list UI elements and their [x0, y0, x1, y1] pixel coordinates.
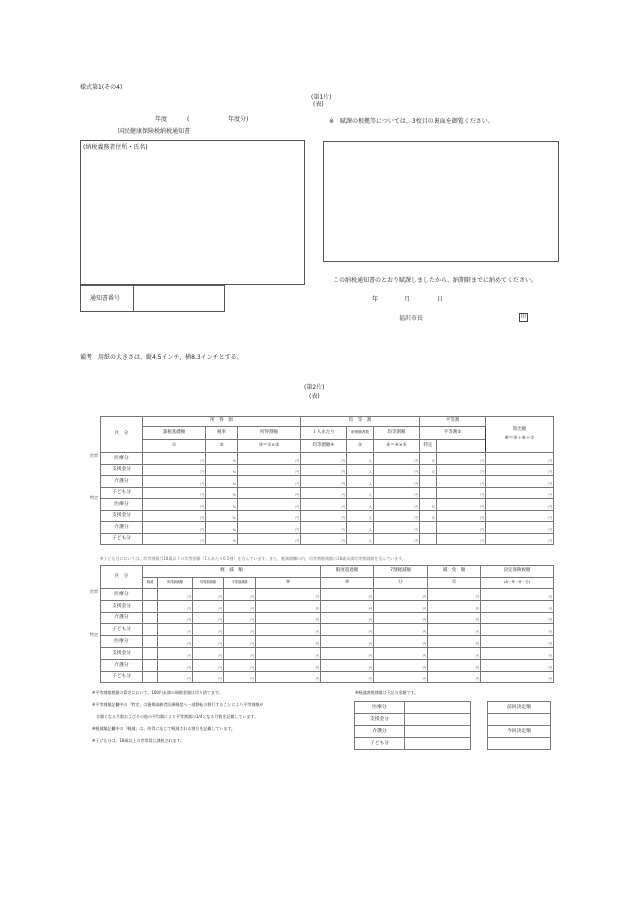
flat-rate-group-header: 平等割	[420, 417, 486, 427]
col-taxable-base: 課税基礎額	[143, 427, 206, 440]
cell-reduction-total: 円	[256, 589, 321, 601]
cell-exemption: 円	[428, 636, 481, 648]
cell-tokutei	[420, 533, 437, 545]
seventy-pct-header: 7割軽減額	[374, 566, 428, 578]
over-limit-header: 限度超過額	[321, 566, 374, 578]
cell-flat-rate: 円	[437, 476, 486, 488]
decision-row-label	[488, 714, 551, 726]
cell-income-levy: 円	[238, 453, 301, 465]
cell-flat-reduction: 円	[224, 671, 256, 683]
cell-seventy-pct: 円	[374, 612, 428, 624]
cell-calculated: 円	[486, 510, 554, 522]
note-line-3: 半額となる月数およびその他の平均額により平等割額の1/4となる月数を記載しています。	[92, 714, 259, 719]
cell-income-levy: 円	[238, 510, 301, 522]
cell-seventy-pct: 円	[374, 600, 428, 612]
cell-per-capita-reduction: 円	[193, 600, 224, 612]
cell-seventy-pct: 円	[374, 589, 428, 601]
col-flat-rate: 平等割②	[420, 427, 486, 440]
summary-row	[355, 714, 471, 726]
sheet1-face: (表)	[313, 101, 324, 108]
decision-row	[488, 726, 551, 738]
cell-reduction-pct	[143, 659, 158, 671]
row-label: 支援金分	[101, 647, 143, 659]
cell-per-person: 円	[301, 510, 347, 522]
decision-row-label	[488, 738, 551, 750]
cell-income-levy: 円	[238, 476, 301, 488]
cell-tokutei: 月	[420, 499, 437, 511]
cell-reduction-pct	[143, 612, 158, 624]
cell-reduction-total: 円	[256, 624, 321, 636]
row-label: 介護分	[101, 476, 143, 488]
summary-row-label: 子ども分	[355, 738, 405, 750]
reduction-table	[100, 565, 554, 683]
decision-row-label: 前回決定額	[488, 702, 551, 714]
cell-insured-count: 人	[347, 522, 374, 534]
cell-flat-reduction: 円	[224, 636, 256, 648]
cell-exemption: 円	[428, 600, 481, 612]
table2-row	[101, 612, 554, 624]
cell-tax-rate: %	[206, 487, 238, 499]
summary-row-value	[405, 738, 471, 750]
bottom-summary-table	[354, 701, 471, 750]
side-label-special-1: 特定	[90, 495, 98, 500]
notice-number-label: 通知書番号	[90, 295, 121, 302]
cell-per-capita-levy: 円	[374, 533, 420, 545]
cell-over-limit: 円	[321, 659, 374, 671]
sub-12: ⑫	[428, 578, 481, 589]
summary-row-label: 介護分	[355, 726, 405, 738]
fiscal-year-label: 年度	[155, 116, 168, 123]
note-line-2: ※平等割額記欄中の「特定」は後期高齢者医療制度へ一部移転の移行することにより平等割額が	[92, 702, 264, 707]
row-label: 支援金分	[101, 510, 143, 522]
cell-insured-count: 人	[347, 476, 374, 488]
cell-reduction-total: 円	[256, 647, 321, 659]
cell-calculated: 円	[486, 476, 554, 488]
row-label: 介護分	[101, 522, 143, 534]
cell-final-tax: 円	[481, 589, 554, 601]
cell-per-capita-reduction: 円	[193, 636, 224, 648]
cell-per-capita-reduction: 円	[193, 647, 224, 659]
cell-income-reduction: 円	[158, 612, 193, 624]
cell-flat-rate: 円	[437, 453, 486, 465]
cell-tokutei	[420, 522, 437, 534]
sheet1-label: (第1片)	[311, 94, 332, 101]
cell-tokutei: 月	[420, 464, 437, 476]
cell-insured-count: 人	[347, 487, 374, 499]
info-box	[323, 141, 559, 262]
cell-exemption: 円	[428, 624, 481, 636]
row-label: 子ども分	[101, 533, 143, 545]
cell-over-limit: 円	[321, 624, 374, 636]
cell-seventy-pct: 円	[374, 647, 428, 659]
notice-number-box	[80, 285, 225, 312]
cell-tax-rate: %	[206, 464, 238, 476]
table2-row	[101, 659, 554, 671]
summary-row-label: 医療分	[355, 702, 405, 714]
sub-flat-reduction: 平等割減額	[224, 578, 256, 589]
cell-per-capita-levy: 円	[374, 499, 420, 511]
kubun-header-2: 区 分	[101, 566, 143, 589]
cell-income-levy: 円	[238, 533, 301, 545]
cell-over-limit: 円	[321, 636, 374, 648]
sheet2-label: (第2片)	[304, 384, 325, 391]
note-line-1: ※平等割額税額の算定において、100円未満の端数金額は切り捨てます。	[92, 690, 223, 695]
cell-final-tax: 円	[481, 647, 554, 659]
cell-per-capita-reduction: 円	[193, 671, 224, 683]
row-label: 子ども分	[101, 487, 143, 499]
cell-reduction-pct	[143, 636, 158, 648]
cell-over-limit: 円	[321, 647, 374, 659]
row-label: 医療分	[101, 453, 143, 465]
table1-row	[101, 487, 554, 499]
row-label: 介護分	[101, 612, 143, 624]
cell-taxable-base: 円	[143, 487, 206, 499]
cell-per-capita-reduction: 円	[193, 659, 224, 671]
cell-seventy-pct: 円	[374, 636, 428, 648]
table1-footnote: ※子ども分においては、均等割額は18歳以下の均等割額（1人あたり0.5割）を含んでいます。また、軽減額欄の内、均等割軽減額の18歳未満均等割減額を含んでいます。	[100, 556, 406, 561]
cell-flat-reduction: 円	[224, 612, 256, 624]
cell-tokutei: 月	[420, 453, 437, 465]
cell-flat-reduction: 円	[224, 600, 256, 612]
cell-flat-rate: 円	[437, 464, 486, 476]
cell-taxable-base: 円	[143, 522, 206, 534]
cell-final-tax: 円	[481, 671, 554, 683]
sub-tokutei: 特定	[420, 440, 437, 453]
cell-reduction-pct	[143, 600, 158, 612]
summary-row	[355, 702, 471, 714]
mayor-name: 福沢市長	[399, 315, 424, 322]
cell-tokutei: 月	[420, 510, 437, 522]
sub-2: ②	[206, 440, 238, 453]
cell-flat-reduction: 円	[224, 659, 256, 671]
row-label: 支援金分	[101, 600, 143, 612]
row-label: 支援金分	[101, 464, 143, 476]
cell-reduction-pct	[143, 671, 158, 683]
cell-reduction-total: 円	[256, 636, 321, 648]
col-tax-rate: 税率	[206, 427, 238, 440]
sub-4: 均等割額④	[301, 440, 347, 453]
sub-6: ⑥＝④×⑤	[374, 440, 420, 453]
kubun-header: 区 分	[101, 417, 143, 453]
cell-final-tax: 円	[481, 600, 554, 612]
final-tax-header: 決定保険税額	[481, 566, 554, 578]
cell-per-capita-reduction: 円	[193, 624, 224, 636]
date-month: 月	[404, 296, 411, 303]
cell-income-reduction: 円	[158, 647, 193, 659]
cell-income-reduction: 円	[158, 624, 193, 636]
cell-reduction-pct	[143, 647, 158, 659]
cell-per-capita-levy: 円	[374, 476, 420, 488]
cell-final-tax: 円	[481, 624, 554, 636]
cell-reduction-total: 円	[256, 612, 321, 624]
col-insured-count: 被保険者数	[347, 427, 374, 440]
sub-3: ③＝①×②	[238, 440, 301, 453]
cell-flat-reduction: 円	[224, 647, 256, 659]
sub-10: ⑩	[321, 578, 374, 589]
cell-taxable-base: 円	[143, 533, 206, 545]
table1-row	[101, 476, 554, 488]
side-label-special-2: 特定	[90, 632, 98, 637]
sub-9: ⑨	[256, 578, 321, 589]
cell-tax-rate: %	[206, 476, 238, 488]
date-day: 日	[437, 296, 444, 303]
row-label: 子ども分	[101, 671, 143, 683]
decision-row	[488, 738, 551, 750]
cell-over-limit: 円	[321, 589, 374, 601]
fiscal-year-paren: (	[187, 116, 190, 123]
cell-per-person: 円	[301, 487, 347, 499]
decision-row	[488, 702, 551, 714]
cell-over-limit: 円	[321, 600, 374, 612]
col-per-capita-levy: 均等割額	[374, 427, 420, 440]
form-number: 様式第1(その4)	[80, 84, 123, 91]
cell-per-capita-levy: 円	[374, 487, 420, 499]
table2-row	[101, 671, 554, 683]
cell-reduction-total: 円	[256, 600, 321, 612]
summary-row-value	[405, 726, 471, 738]
cell-insured-count: 人	[347, 499, 374, 511]
notes-block	[92, 691, 352, 751]
table1-row	[101, 464, 554, 476]
table2-row	[101, 636, 554, 648]
cell-calculated: 円	[486, 464, 554, 476]
cell-reduction-total: 円	[256, 659, 321, 671]
income-group-header: 所 得 割	[143, 417, 301, 427]
table2-row	[101, 647, 554, 659]
cell-tax-rate: %	[206, 510, 238, 522]
cell-taxable-base: 円	[143, 499, 206, 511]
table2-row	[101, 600, 554, 612]
taxpayer-address-box	[80, 140, 305, 285]
notice-title: 国民健康保険税納税通知書	[118, 128, 191, 135]
table1-row	[101, 499, 554, 511]
cell-over-limit: 円	[321, 671, 374, 683]
cell-flat-rate: 円	[437, 499, 486, 511]
cell-flat-rate: 円	[437, 487, 486, 499]
tax-calculation-table	[100, 416, 554, 545]
cell-per-capita-reduction: 円	[193, 612, 224, 624]
sub-flat-empty	[437, 440, 486, 453]
cell-reduction-pct	[143, 589, 158, 601]
calculated-amount-header: 算出額 ⑧＝③＋⑥＋⑦	[486, 417, 554, 453]
cell-tax-rate: %	[206, 533, 238, 545]
side-label-household-2: 世帯	[90, 589, 98, 594]
cell-seventy-pct: 円	[374, 624, 428, 636]
sheet2-face: (表)	[309, 393, 320, 400]
cell-taxable-base: 円	[143, 464, 206, 476]
cell-insured-count: 人	[347, 453, 374, 465]
cell-insured-count: 人	[347, 510, 374, 522]
sub-11: ⑪	[374, 578, 428, 589]
table1-row	[101, 510, 554, 522]
cell-income-reduction: 円	[158, 671, 193, 683]
cell-flat-rate: 円	[437, 533, 486, 545]
cell-final-tax: 円	[481, 636, 554, 648]
seal-stamp: 印	[520, 314, 526, 320]
reference-note: ※ 賦課の根拠等については、3枚目の裏面を御覧ください。	[329, 118, 494, 125]
date-year: 年	[372, 296, 379, 303]
cell-flat-reduction: 円	[224, 589, 256, 601]
sub-1: ①	[143, 440, 206, 453]
cell-per-person: 円	[301, 522, 347, 534]
note-right: ※軽減課税割額は下記の金額です。	[355, 690, 419, 695]
cell-tax-rate: %	[206, 522, 238, 534]
cell-calculated: 円	[486, 487, 554, 499]
table1-row	[101, 522, 554, 534]
sub-per-capita-reduction: 均等割減額	[193, 578, 224, 589]
side-label-household-1: 世帯	[90, 453, 98, 458]
row-label: 医療分	[101, 636, 143, 648]
summary-row	[355, 726, 471, 738]
taxpayer-label: (納税義務者住所・氏名)	[83, 144, 148, 151]
summary-row	[355, 738, 471, 750]
cell-calculated: 円	[486, 453, 554, 465]
cell-per-person: 円	[301, 476, 347, 488]
cell-per-person: 円	[301, 453, 347, 465]
cell-income-levy: 円	[238, 464, 301, 476]
cell-income-levy: 円	[238, 522, 301, 534]
cell-tokutei	[420, 476, 437, 488]
per-capita-group-header: 均 等 割	[301, 417, 420, 427]
col-per-person: １人あたり	[301, 427, 347, 440]
cell-reduction-total: 円	[256, 671, 321, 683]
cell-per-capita-levy: 円	[374, 453, 420, 465]
decision-row-label: 今回決定額	[488, 726, 551, 738]
cell-income-reduction: 円	[158, 600, 193, 612]
cell-calculated: 円	[486, 499, 554, 511]
cell-per-capita-levy: 円	[374, 510, 420, 522]
cell-per-capita-levy: 円	[374, 522, 420, 534]
cell-tax-rate: %	[206, 499, 238, 511]
cell-exemption: 円	[428, 647, 481, 659]
summary-row-label: 支援金分	[355, 714, 405, 726]
sub-reduction: 軽減	[143, 578, 158, 589]
cell-exemption: 円	[428, 612, 481, 624]
cell-tokutei	[420, 487, 437, 499]
cell-tax-rate: %	[206, 453, 238, 465]
fiscal-year-portion: 年度分)	[228, 116, 249, 123]
cell-seventy-pct: 円	[374, 671, 428, 683]
table2-row	[101, 589, 554, 601]
cell-income-reduction: 円	[158, 636, 193, 648]
cell-insured-count: 人	[347, 533, 374, 545]
row-label: 介護分	[101, 659, 143, 671]
table1-row	[101, 533, 554, 545]
exemption-header: 減 免 額	[428, 566, 481, 578]
cell-exemption: 円	[428, 659, 481, 671]
cell-per-capita-levy: 円	[374, 464, 420, 476]
sub-5: ⑤	[347, 440, 374, 453]
table1-row	[101, 453, 554, 465]
bottom-decision-table	[487, 701, 551, 750]
cell-flat-reduction: 円	[224, 624, 256, 636]
note-line-5: ※子ども分は、18歳以上の世帯員に課税されます。	[92, 738, 185, 743]
sub-final: (A－⑨－⑩－⑪)	[481, 578, 554, 589]
cell-taxable-base: 円	[143, 453, 206, 465]
cell-income-reduction: 円	[158, 659, 193, 671]
cell-final-tax: 円	[481, 659, 554, 671]
cell-per-capita-reduction: 円	[193, 589, 224, 601]
cell-seventy-pct: 円	[374, 659, 428, 671]
cell-exemption: 円	[428, 589, 481, 601]
row-label: 子ども分	[101, 624, 143, 636]
cell-insured-count: 人	[347, 464, 374, 476]
reduction-header: 軽 減 額	[143, 566, 321, 578]
cell-income-levy: 円	[238, 499, 301, 511]
cell-calculated: 円	[486, 533, 554, 545]
cell-per-person: 円	[301, 499, 347, 511]
cell-flat-rate: 円	[437, 510, 486, 522]
cell-final-tax: 円	[481, 612, 554, 624]
cell-flat-rate: 円	[437, 522, 486, 534]
sub-income-reduction: 所得割減額	[158, 578, 193, 589]
notice-message: この納税通知書のとおり賦課しましたから、納期限までに納めてください。	[333, 277, 538, 284]
cell-taxable-base: 円	[143, 476, 206, 488]
cell-income-levy: 円	[238, 487, 301, 499]
cell-exemption: 円	[428, 671, 481, 683]
cell-per-person: 円	[301, 533, 347, 545]
cell-reduction-pct	[143, 624, 158, 636]
summary-row-value	[405, 702, 471, 714]
cell-taxable-base: 円	[143, 510, 206, 522]
row-label: 医療分	[101, 499, 143, 511]
cell-income-reduction: 円	[158, 589, 193, 601]
summary-row-value	[405, 714, 471, 726]
col-income-levy: 所得割額	[238, 427, 301, 440]
cell-calculated: 円	[486, 522, 554, 534]
cell-per-person: 円	[301, 464, 347, 476]
table2-row	[101, 624, 554, 636]
paper-size-remark: 備考 用紙の大きさは、縦4.5インチ、横8.3インチとする。	[80, 354, 243, 361]
cell-over-limit: 円	[321, 612, 374, 624]
note-line-4: ※軽減額記欄中の「軽減」は、所得に応じて軽減される割合を記載しています。	[92, 726, 236, 731]
decision-row	[488, 714, 551, 726]
row-label: 医療分	[101, 589, 143, 601]
